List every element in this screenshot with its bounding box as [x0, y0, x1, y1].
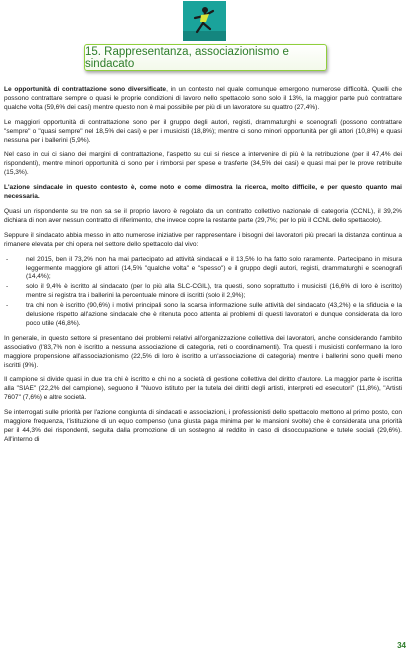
section-title-box: [84, 44, 327, 71]
section-title: 15. Rappresentanza, associazionismo e sindacato: [85, 45, 289, 70]
bullet-list: [4, 256, 402, 329]
paragraph: Seppure il sindacato abbia messo in atto numerose iniziative per rappresentare i bisogni dei lavoratori più precari la distanza continua a rimanere elevata per chi opera nel settore dello spettacolo dal vivo:: [4, 231, 402, 248]
paragraph: Il campione si divide quasi in due tra chi è iscritto e chi no a società di gestione collettiva del diritto d'autore. La maggior parte è iscritta alla "SIAE" (22,2% del campione), seguono il "Nuovo istituto per la tutela dei diritti degli artisti, interpreti ed esecutori" (11,8%), "Artisti 7607" (7,6%) e altre società.: [4, 376, 402, 402]
paragraph: Se interrogati sulle priorità per l'azione congiunta di sindacati e associazioni, i professionisti dello spettacolo mettono al primo posto, con maggiore frequenza, l'istituzione di un equo compenso (una giusta paga minima per le mansioni svolte) che è considerata una priorità per il 44,3% dei rispondenti, seguita dalla promozione di un sostegno al reddito in caso di disoccupazione e tutele sociali (29,6%). All'interno di: [4, 409, 402, 443]
body-text: [4, 86, 402, 451]
paragraph: Nel caso in cui ci siano dei margini di contrattazione, l'aspetto su cui si riesce a intervenire di più è la retribuzione (per il 47,4% dei rispondenti), mentre minori opportunità ci sono per i rimborsi per spese e trasferte (34,5% dei casi) e quasi mai per le prove retribuite (15,3%).: [4, 151, 402, 177]
dancer-icon: [183, 1, 226, 41]
page-number: 34: [397, 641, 406, 650]
paragraph: L'azione sindacale in questo contesto è, come noto e come dimostra la ricerca, molto difficile, e per questo quanto mai necessaria.: [4, 184, 402, 201]
header-logo-image: [183, 1, 226, 41]
paragraph: In generale, in questo settore si presentano dei problemi relativi all'organizzazione collettiva dei lavoratori, anche considerando l'ambito associativo (l'83,7% non è iscritto a nessuna associazione di categoria, reti o coordinamenti). Tra questi i musicisti confermano la loro maggiore propensione all'associazionismo (22,5% di loro è iscritto a un'associazione di categoria) mentre i ballerini sono quelli meno iscritti (9%).: [4, 334, 402, 369]
list-item: - nel 2015, ben il 73,2% non ha mai partecipato ad attività sindacali e il 13,5% lo ha fatto solo raramente. Partecipano in misura leggermente maggiore gli attori (14,5% "qualche volta" e "spesso") e il gruppo degli autori, registi, drammaturghi e scenografi (14,4%);: [4, 256, 402, 283]
list-item: - solo il 9,4% è iscritto al sindacato (per lo più alla SLC-CGIL), tra questi, sono soprattutto i musicisti (16,6% di loro è iscritto) mentre si registra tra i ballerini la percentuale minore di iscritti (solo il 2,9%);: [4, 283, 402, 301]
paragraph: Quasi un rispondente su tre non sa se il proprio lavoro è regolato da un contratto collettivo nazionale di categoria (CCNL), il 39,2% dichiara di non aver nessun contratto di riferimento, che invece copre la restante parte (29,7%; per lo più il CCNL dello spettacolo).: [4, 207, 402, 224]
paragraph: Le maggiori opportunità di contrattazione sono per il gruppo degli autori, registi, drammaturghi e scenografi (possono contrattare "sempre" o "quasi sempre" nel 18,5% dei casi) e per i musicisti (18,8%); mentre ci sono minori opportunità per gli attori (10,8%) e quasi nessuna per i ballerini (5,9%).: [4, 118, 402, 144]
list-item: - tra chi non è iscritto (90,6%) i motivi principali sono la scarsa informazione sulle attività del sindacato (43,2%) e la sfiducia e la delusione rispetto all'azione sindacale che è ritenuta poco attenta ai problemi di questi lavoratori e dunque considerata da loro poco utile (46,8%).: [4, 302, 402, 329]
paragraph: Le opportunità di contrattazione sono diversificate, in un contesto nel quale comunque emergono numerose difficoltà. Quelli che possono contrattare sempre o quasi le proprie condizioni di lavoro nello spettacolo sono solo il 13%, la maggior parte può contrattare qualche volta (59,6% dei casi) mentre questo non è mai possibile per più di un lavoratore su quattro (27,4%).: [4, 86, 402, 111]
